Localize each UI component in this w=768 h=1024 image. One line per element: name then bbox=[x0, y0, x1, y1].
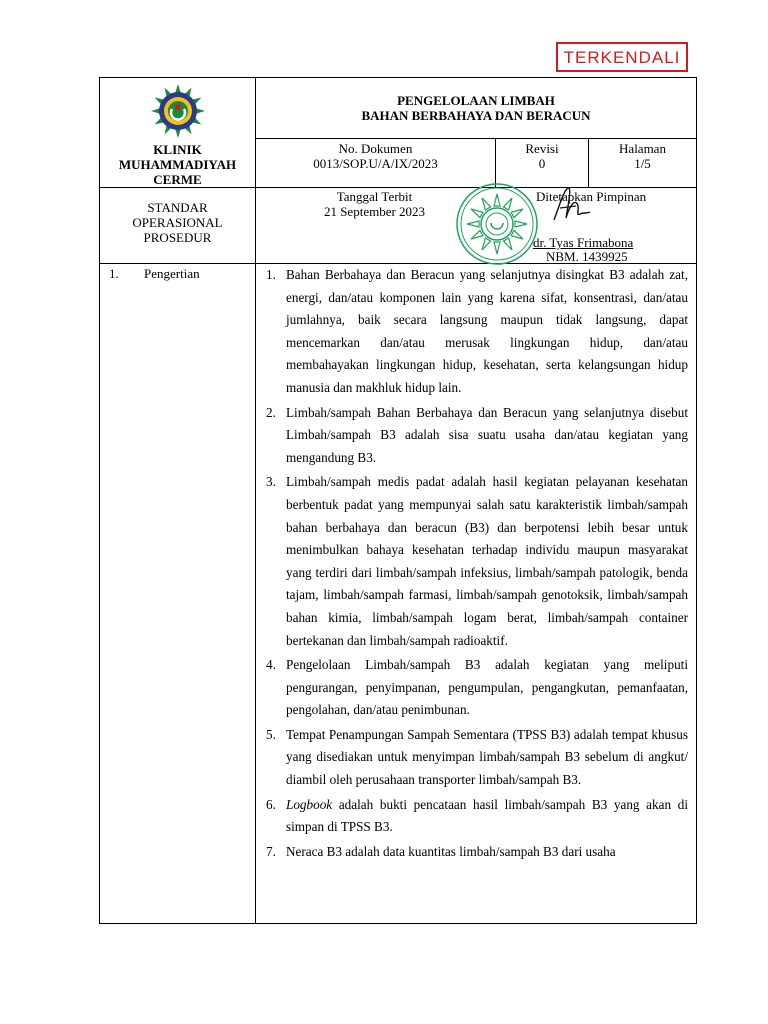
approver-nbm: NBM. 1439925 bbox=[546, 249, 628, 264]
section-label-cell bbox=[100, 264, 256, 924]
issue-date: Tanggal Terbit 21 September 2023 bbox=[323, 189, 426, 219]
list-item: 7. Neraca B3 adalah data kuantitas limbah/sampah B3 dari usaha bbox=[266, 843, 616, 859]
approver-name: dr. Tyas Frimabona bbox=[533, 235, 634, 250]
approved-by-label: Ditetapkan Pimpinan bbox=[536, 189, 647, 204]
doc-number-cell: No. Dokumen 0013/SOP.U/A/IX/2023 bbox=[256, 139, 496, 188]
section-number: 1. bbox=[109, 266, 119, 281]
list-item: 3. Limbah/sampah medis padat adalah hasil kegiatan pelayanan kesehatan berbentuk padat yang mempunyai salah satu karakteristik limbah/sampah bahan berbahaya dan beracun (B3) dan berpotensi lebih besar untuk menimbulkan bahaya kesehatan terhadap individu maupun masyarakat yang terdiri dari limbah/sampah infeksius, limbah/sampah patologik, benda tajam, limbah/sampah farmasi, limbah/sampah genotoksik, limbah/sampah bahan kimia, limbah/sampah logam berat, limbah/sampah container bertekanan dan limbah/sampah radioaktif. bbox=[266, 474, 688, 648]
sop-document-table bbox=[99, 77, 697, 924]
list-item: 6. Logbook adalah bukti pencataan hasil limbah/sampah B3 yang akan di simpan di TPSS B3. bbox=[266, 796, 688, 835]
revision-cell: Revisi 0 bbox=[496, 139, 589, 188]
list-item: 4. Pengelolaan Limbah/sampah B3 adalah kegiatan yang meliputi pengurangan, penyimpanan, pengumpulan, pengangkutan, pemanfaatan, pengolahan, dan/atau penimbunan. bbox=[266, 657, 688, 718]
clinic-seal bbox=[452, 182, 542, 270]
clinic-header-cell bbox=[100, 78, 256, 188]
definitions-cell bbox=[256, 264, 697, 924]
issuance-cell bbox=[256, 188, 697, 264]
status-stamp: TERKENDALI bbox=[556, 42, 688, 72]
muhammadiyah-logo bbox=[100, 82, 255, 140]
list-item: 1. Bahan Berbahaya dan Beracun yang selanjutnya disingkat B3 adalah zat, energi, dan/atau komponen lain yang karena sifat, konsentrasi, dan/atau jumlahnya, baik secara langsung maupun tidak langsung, dapat mencemarkan dan/atau merusak lingkungan hidup, dan/atau membahayakan lingkungan hidup, kesehatan, serta kelangsungan hidup manusia dan makhluk hidup lain. bbox=[266, 267, 688, 395]
list-item: 5. Tempat Penampungan Sampah Sementara (TPSS B3) adalah tempat khusus yang disediakan untuk menyimpan limbah/sampah B3 sebelum di angkut/ diambil oleh perusahaan transporter limbah/sampah B3. bbox=[266, 726, 688, 788]
document-title: PENGELOLAAN LIMBAH BAHAN BERBAHAYA DAN BERACUN bbox=[256, 78, 697, 139]
definitions-list bbox=[256, 264, 688, 863]
clinic-name: KLINIK MUHAMMADIYAH CERME bbox=[118, 142, 237, 187]
section-label: Pengertian bbox=[144, 266, 200, 281]
list-item: 2. Limbah/sampah Bahan Berbahaya dan Beracun yang selanjutnya disebut Limbah/sampah B3 adalah sisa suatu usaha dan/atau kegiatan yang mengandung B3. bbox=[266, 404, 688, 465]
page-cell: Halaman 1/5 bbox=[589, 139, 697, 188]
sop-label-cell: STANDAR OPERASIONAL PROSEDUR bbox=[100, 188, 256, 264]
